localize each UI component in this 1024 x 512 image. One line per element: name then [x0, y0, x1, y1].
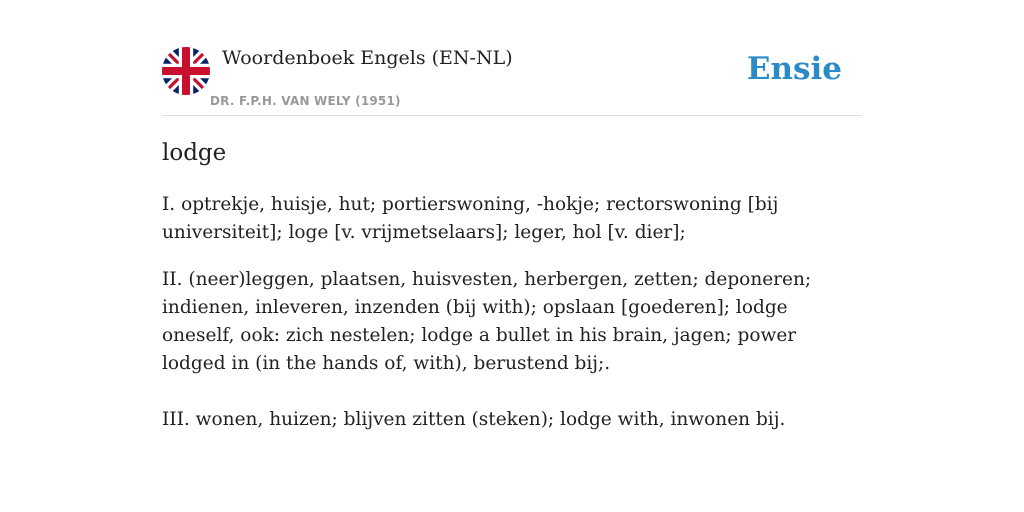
dictionary-card [162, 46, 862, 434]
dictionary-title[interactable]: Woordenboek Engels (EN-NL) [222, 47, 513, 69]
sense-3: III. wonen, huizen; blijven zitten (steken); lodge with, inwonen bij. [162, 409, 786, 430]
uk-flag-icon [162, 47, 210, 95]
brand-logo[interactable]: Ensie [746, 51, 842, 87]
sense-2: II. (neer)leggen, plaatsen, huisvesten, herbergen, zetten; deponeren; indienen, inleveren, inzenden (bij with); opslaan [goederen]; lodge oneself, ook: zich nestelen; lodge a bullet in his brain, jagen; power lodged in (in the hands of, with), berustend bij;. [162, 269, 812, 374]
dictionary-header [162, 46, 862, 116]
dictionary-author: DR. F.P.H. VAN WELY (1951) [210, 94, 401, 108]
sense-1: I. optrekje, huisje, hut; portierswoning, -hokje; rectorswoning [bij universiteit]; loge [v. vrijmetselaars]; leger, hol [v. dier]; [162, 194, 779, 243]
headword: lodge [162, 140, 227, 166]
